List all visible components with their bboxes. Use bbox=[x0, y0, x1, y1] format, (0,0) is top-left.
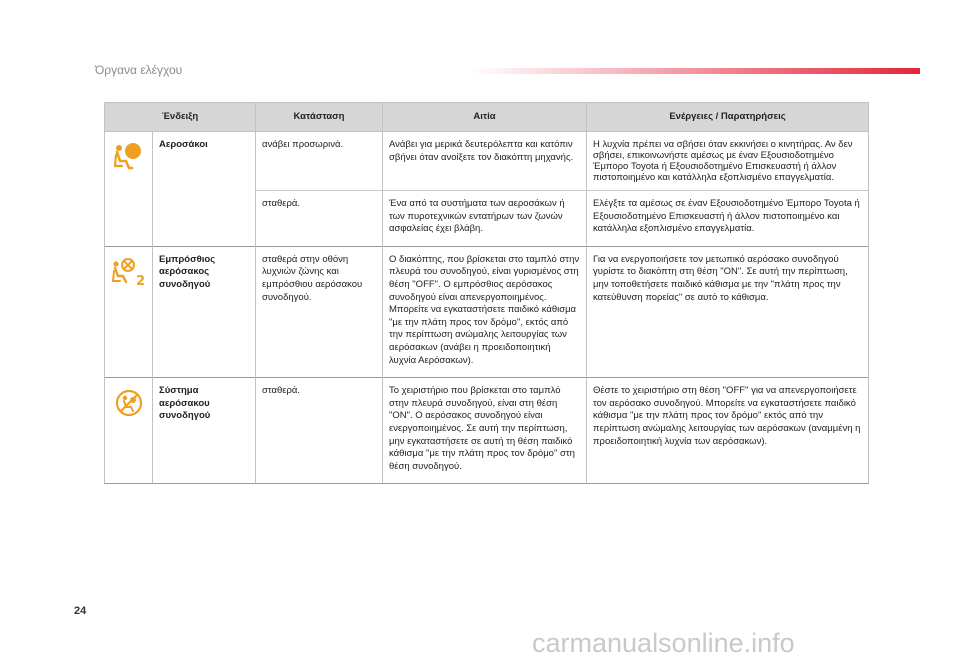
table-row bbox=[105, 378, 869, 484]
svg-text:2: 2 bbox=[135, 273, 145, 287]
header-status: Κατάσταση bbox=[256, 103, 383, 132]
header-indicator: Ένδειξη bbox=[105, 103, 256, 132]
table-row bbox=[105, 246, 869, 377]
row-status: σταθερά. bbox=[256, 191, 383, 247]
row-cause: Ανάβει για μερικά δευτερόλεπτα και κατόπιν σβήνει όταν ανοίξετε τον διακόπτη μηχανής. bbox=[383, 132, 587, 191]
airbag-icon-cell bbox=[105, 132, 153, 247]
section-title: Όργανα ελέγχου bbox=[95, 63, 183, 77]
table-header-row bbox=[105, 103, 869, 132]
header-red-bar bbox=[470, 68, 920, 74]
airbag-warning-icon bbox=[107, 142, 150, 172]
airbag-disabled-icon bbox=[107, 388, 150, 418]
watermark: carmanualsonline.info bbox=[532, 628, 795, 658]
row-cause: Το χειριστήριο που βρίσκεται στο ταμπλό στην πλευρά συνοδηγού, είναι στη θέση "ON". Ο αερόσακος συνοδηγού είναι ενεργοποιημένος. Σε αυτή την περίπτωση, μην εγκαταστήσετε σε αυτή τη θέση παιδικό κάθισμα "με την πλάτη προς τον δρόμο" στη θέση συνοδηγού. bbox=[383, 378, 587, 484]
row-status: σταθερά στην οθόνη λυχνιών ζώνης και εμπρόσθιου αερόσακου συνοδηγού. bbox=[256, 246, 383, 377]
row-action: Η λυχνία πρέπει να σβήσει όταν εκκινήσει ο κινητήρας. Αν δεν σβήσει, επικοινωνήστε αμέσως με έναν Εξουσιοδοτημένο Έμπορο Toyota ή Εξουσιοδοτημένο Επισκευαστή ή άλλον πιστοποιημένο και κατάλληλα εξοπλισμένο επαγγελματία. bbox=[587, 132, 869, 191]
header-cause: Αιτία bbox=[383, 103, 587, 132]
table-row bbox=[105, 132, 869, 191]
row-cause: Ο διακόπτης, που βρίσκεται στο ταμπλό στην πλευρά του συνοδηγού, είναι γυρισμένος στη θέση "OFF". Ο εμπρόσθιος αερόσακος συνοδηγού είναι απενεργοποιημένος. Μπορείτε να εγκαταστήσετε παιδικό κάθισμα "με την πλάτη προς τον δρόμο", εκτός από την περίπτωση ανώμαλης λειτουργίας των αερόσακων (ανάβει η προειδοποιητική λυχνία Αερόσακων). bbox=[383, 246, 587, 377]
row-action: Θέστε το χειριστήριο στη θέση "OFF" για να απενεργοποιήσετε τον αερόσακο συνοδηγού. Μπορείτε να εγκαταστήσετε παιδικό κάθισμα "με την πλάτη προς τον δρόμο" εκτός από την περίπτωση ανώμαλης λειτουργίας των αερόσακων (αναμμένη η προειδοποιητική λυχνία των αερόσακων). bbox=[587, 378, 869, 484]
row-name: Σύστημα αερόσακου συνοδηγού bbox=[153, 378, 256, 484]
passenger-airbag-off-icon bbox=[107, 257, 150, 287]
airbag-system-icon-cell bbox=[105, 378, 153, 484]
page-number: 24 bbox=[74, 605, 87, 617]
row-status: σταθερά. bbox=[256, 378, 383, 484]
header-actions: Ενέργειες / Παρατηρήσεις bbox=[587, 103, 869, 132]
row-name: Αεροσάκοι bbox=[153, 132, 256, 247]
row-status: ανάβει προσωρινά. bbox=[256, 132, 383, 191]
passenger-airbag-icon-cell bbox=[105, 246, 153, 377]
warning-lights-table bbox=[104, 102, 869, 484]
row-action: Για να ενεργοποιήσετε τον μετωπικό αερόσακο συνοδηγού γυρίστε το διακόπτη στη θέση "ON". Σε αυτή την περίπτωση, μην τοποθετήσετε παιδικό κάθισμα με την "πλάτη προς την κατεύθυνση πορείας" σε αυτό το κάθισμα. bbox=[587, 246, 869, 377]
row-action: Ελέγξτε τα αμέσως σε έναν Εξουσιοδοτημένο Έμπορο Toyota ή Εξουσιοδοτημένο Επισκευαστή ή άλλον πιστοποιημένο και κατάλληλα εξοπλισμένο επαγγελματία. bbox=[587, 191, 869, 247]
row-name: Εμπρόσθιος αερόσακος συνοδηγού bbox=[153, 246, 256, 377]
row-cause: Ένα από τα συστήματα των αεροσάκων ή των πυροτεχνικών εντατήρων των ζωνών ασφαλείας έχει βλάβη. bbox=[383, 191, 587, 247]
